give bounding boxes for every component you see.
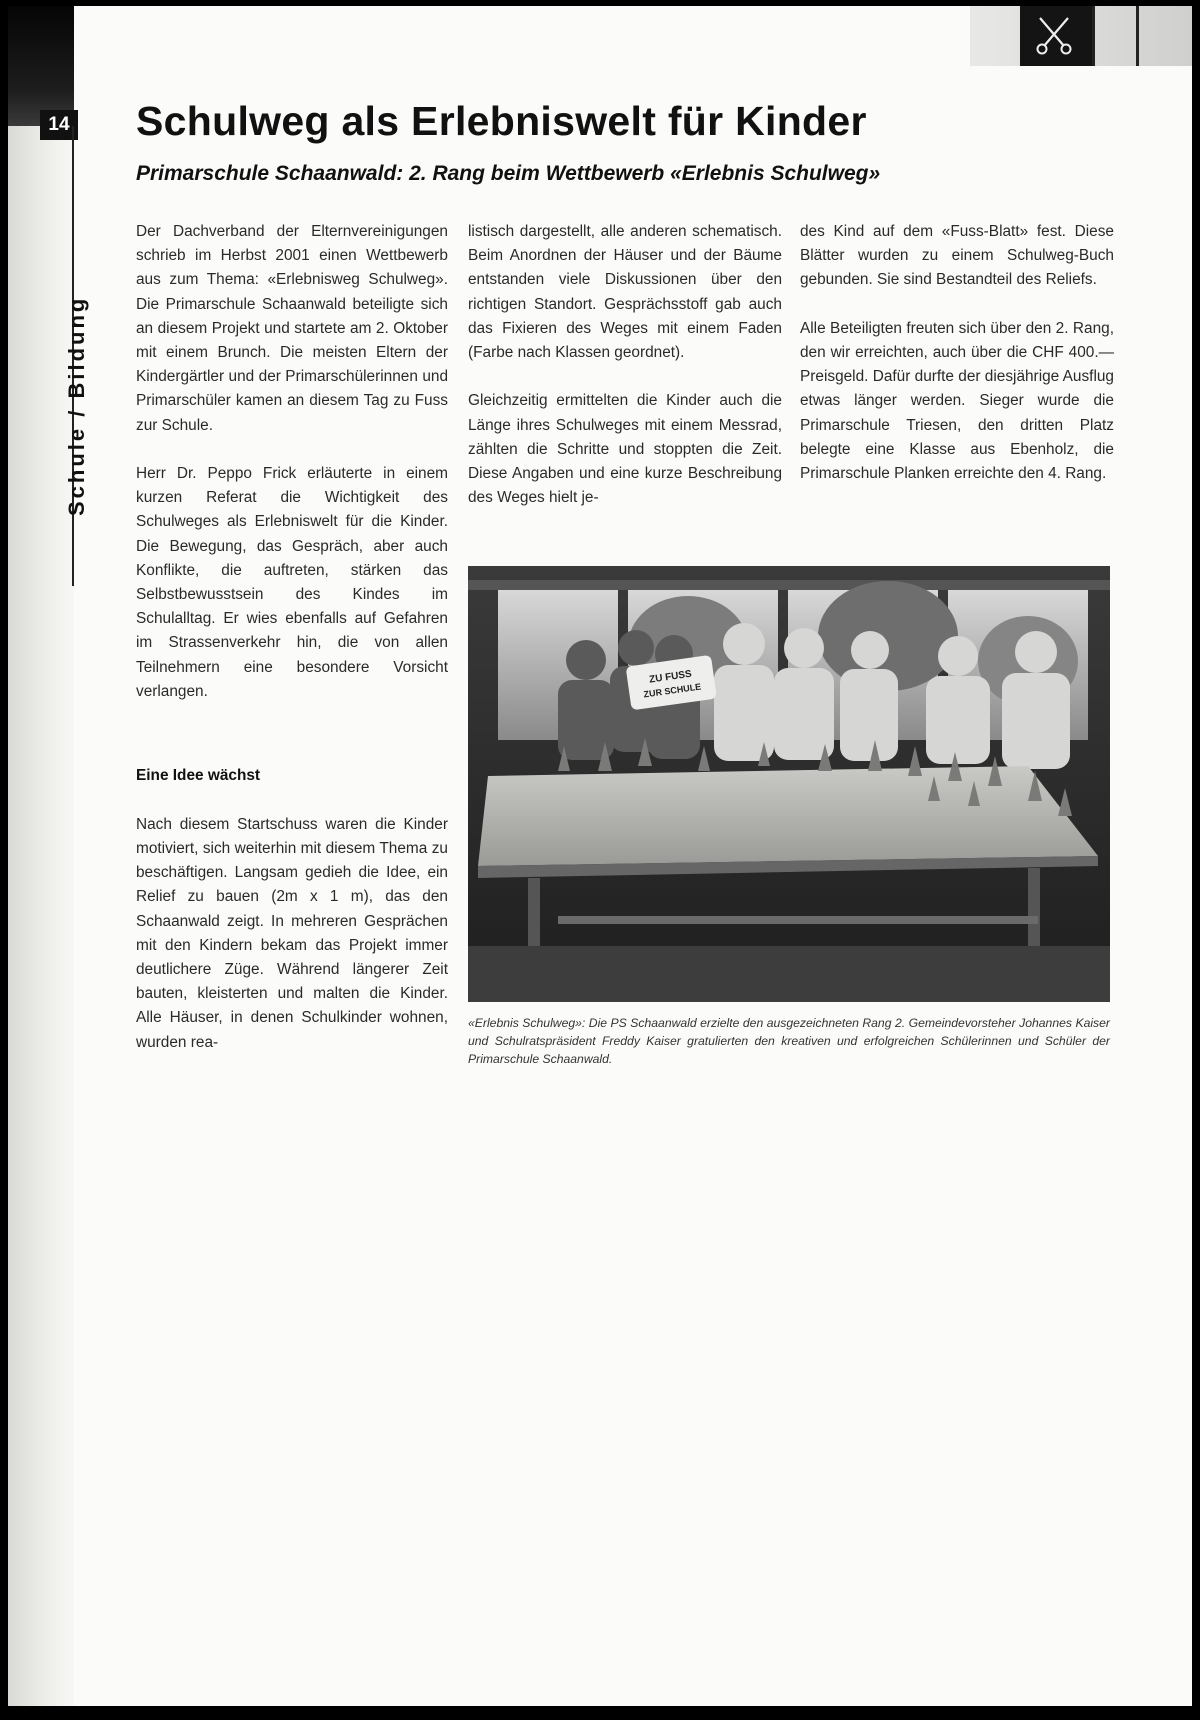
text-column-1 (136, 220, 448, 1079)
text-column-3 (800, 220, 1114, 510)
article-subtitle: Primarschule Schaanwald: 2. Rang beim Wettbewerb «Erlebnis Schulweg» (136, 162, 881, 185)
sign-text-line1: ZU FUSS (648, 668, 693, 686)
paragraph: des Kind auf dem «Fuss-Blatt» fest. Diese Blätter wurden zu einem Schulweg-Buch gebunden. Sie sind Bestandteil des Reliefs. (800, 223, 1114, 289)
article-title: Schulweg als Erlebniswelt für Kinder (136, 98, 867, 144)
paragraph: Nach diesem Startschuss waren die Kinder motiviert, sich weiterhin mit diesem Thema zu beschäftigen. Langsam gedieh die Idee, ein Relief zu bauen (2m x 1 m), das den Schaanwald zeigt. In mehreren Gesprächen mit den Kindern bekam das Projekt immer deutlichere Züge. Während längerer Zeit bauten, kleisterten und malten die Kinder. Alle Häuser, in denen Schulkinder wohnen, wurden rea- (136, 815, 448, 1051)
paragraph: Herr Dr. Peppo Frick erläuterte in einem kurzen Referat die Wichtigkeit des Schulweges als Erlebniswelt für die Kinder. Die Bewegung, das Gespräch, aber auch Konflikte, die auftreten, stärken das Selbstbewusstsein des Kindes im Schulalltag. Er wies ebenfalls auf Gefahren im Strassenverkehr hin, die von allen Teilnehmern eine besondere Vorsicht verlangen. (136, 465, 448, 700)
left-margin-dark-top (8, 6, 74, 126)
paragraph: Gleichzeitig ermittelten die Kinder auch die Länge ihres Schulweges mit einem Messrad, zählten die Schritte und stoppten die Zeit. Diese Angaben und eine kurze Beschreibung des Weges hielt je- (468, 392, 782, 507)
left-margin-strip (8, 6, 74, 1706)
subheading: Eine Idee wächst (136, 767, 261, 785)
paragraph: listisch dargestellt, alle anderen schematisch. Beim Anordnen der Häuser und der Bäume entstanden viele Diskussionen über den richtigen Standort. Gesprächsstoff gab auch das Fixieren des Weges mit einem Faden (Farbe nach Klassen geordnet). (468, 223, 782, 362)
article-photo (468, 566, 1110, 1002)
photo-caption: «Erlebnis Schulweg»: Die PS Schaanwald erzielte den ausgezeichneten Rang 2. Gemeindevorsteher Johannes Kaiser und Schulratspräsident Freddy Kaiser gratulierten den kreativen und erfolgreichen Schülerinnen und Schüler der Primarschule Schaanwald. (468, 1016, 1110, 1066)
logo-bar (1092, 6, 1095, 66)
text-column-2 (468, 220, 782, 535)
logo-bar (1136, 6, 1139, 66)
page-number: 14 (40, 110, 78, 140)
scissors-icon (1030, 10, 1078, 58)
photo-illustration (468, 566, 1110, 1002)
magazine-page (8, 6, 1192, 1706)
paragraph: Alle Beteiligten freuten sich über den 2. Rang, den wir erreichten, auch über die CHF 400.— Preisgeld. Dafür durfte der diesjährige Ausflug etwas länger werden. Sieger wurde die Primarschule Triesen, den dritten Platz belegte eine Klasse aus Ebenholz, die Primarschule Planken erreichte den 4. Rang. (800, 319, 1114, 483)
section-label: Schule / Bildung (64, 295, 89, 516)
paragraph: Der Dachverband der Elternvereinigungen schrieb im Herbst 2001 einen Wettbewerb aus zum Thema: «Erlebnisweg Schulweg». Die Primarschule Schaanwald beteiligte sich an diesem Projekt und startete am 2. Oktober mit einem Brunch. Die meisten Eltern der Kindergärtler und der Primarschülerinnen und Primarschüler kamen an diesem Tag zu Fuss zur Schule. (136, 223, 448, 434)
sign-text-line2: ZUR SCHULE (642, 681, 702, 700)
